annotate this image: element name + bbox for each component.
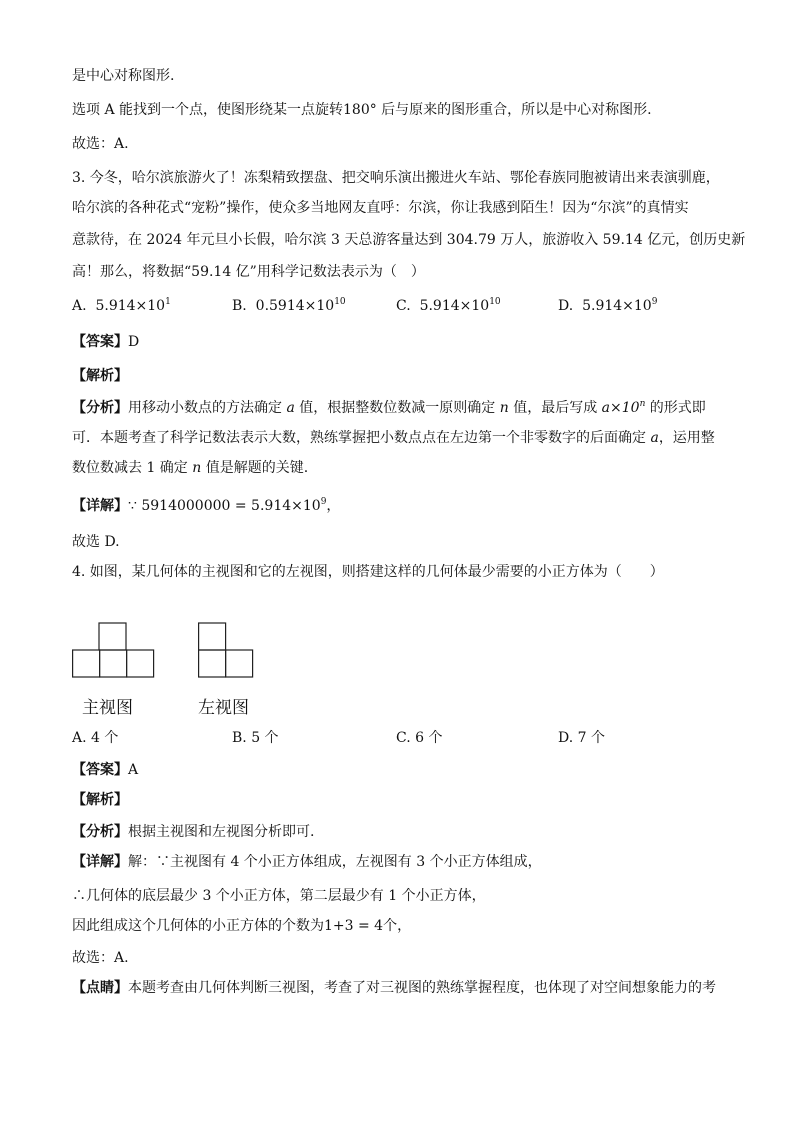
question-4-option-d: D. 7 个 [558, 730, 605, 746]
question-4-detail-line: ∴几何体的底层最少 3 个小正方体，第二层最少有 1 个小正方体， [72, 888, 486, 904]
text-line: 是中心对称图形. [72, 68, 175, 84]
question-4-option-a: A. 4 个 [72, 730, 119, 746]
question-3-answer: 【答案】D [72, 334, 140, 350]
question-4-answer: 【答案】A [72, 762, 139, 778]
question-3-stem-line: 3. 今冬，哈尔滨旅游火了！冻梨精致摆盘、把交响乐演出搬进火车站、鄂伦春族同胞被请出来表演驯鹿， [72, 170, 720, 186]
question-3-stem-line: 哈尔滨的各种花式“宠粉”操作，使众多当地网友直呼：尔滨，你让我感到陌生！因为“尔滨”的真情实 [72, 200, 689, 216]
question-3-option-a: A. $5.914\times 10^1$ [72, 297, 171, 314]
question-3-option-c: C. $5.914\times 10^{10}$ [396, 297, 501, 314]
question-3-analysis-heading: 【解析】 [72, 368, 128, 384]
question-3-analysis-line: 【分析】用移动小数点的方法确定 a 值，根据整数位数减一原则确定 n 值，最后写成 $a\times 10^n$ 的形式即 [72, 399, 706, 416]
question-3-option-b: B. $0.5914\times 10^{10}$ [232, 297, 346, 314]
question-3-detail: 【详解】∵ $5914000000 = 5.914\times 10^9$， [72, 497, 341, 514]
question-3-stem-line: 意款待，在 2024 年元旦小长假，哈尔滨 3 天总游客量达到 304.79 万人，旅游收入 59.14 亿元，创历史新 [72, 232, 746, 248]
question-4-dianjing: 【点睛】本题考查由几何体判断三视图，考查了对三视图的熟练掌握程度，也体现了对空间想象能力的考 [72, 980, 716, 996]
front-view-caption: 主视图 [82, 698, 133, 718]
question-3-stem-line: 高！那么，将数据“59.14 亿”用科学记数法表示为（ ） [72, 264, 425, 280]
question-4-analysis-heading: 【解析】 [72, 792, 128, 808]
text-line: 选项 A 能找到一个点，使图形绕某一点旋转180° 后与原来的图形重合，所以是中心对称图形. [72, 102, 652, 118]
question-3-option-d: D. $5.914\times 10^9$ [558, 297, 658, 314]
question-4-detail-line: 因此组成这个几何体的小正方体的个数为1+3 = 4个， [72, 918, 412, 934]
text-line: 故选：A. [72, 136, 129, 152]
question-3-choose: 故选 D. [72, 534, 120, 550]
question-3-analysis-line: 可．本题考查了科学记数法表示大数，熟练掌握把小数点点在左边第一个非零数字的后面确定 a，运用整 [72, 430, 715, 446]
question-4-option-b: B. 5 个 [232, 730, 279, 746]
left-view-figure [198, 622, 256, 680]
question-4-option-c: C. 6 个 [396, 730, 443, 746]
question-4-stem-line: 4. 如图，某几何体的主视图和它的左视图，则搭建这样的几何体最少需要的小正方体为（ ） [72, 564, 664, 580]
question-4-choose: 故选：A. [72, 950, 129, 966]
question-4-analysis-line: 【分析】根据主视图和左视图分析即可. [72, 824, 315, 840]
left-view-caption: 左视图 [198, 698, 249, 718]
question-3-analysis-line: 数位数减去 1 确定 n 值是解题的关键. [72, 460, 309, 476]
question-4-detail: 【详解】解：∵主视图有 4 个小正方体组成，左视图有 3 个小正方体组成， [72, 854, 542, 870]
front-view-figure [72, 622, 156, 680]
